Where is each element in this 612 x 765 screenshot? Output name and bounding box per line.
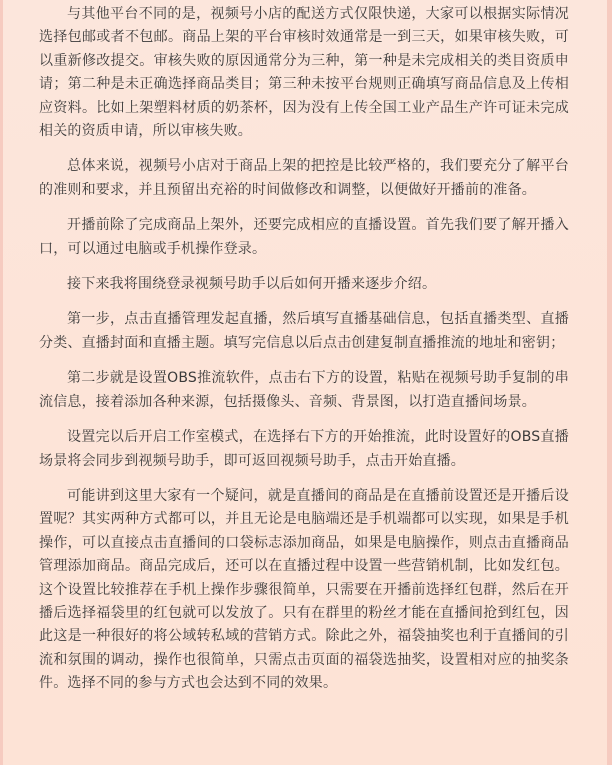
paragraph-summary: 总体来说，视频号小店对于商品上架的把控是比较严格的，我们要充分了解平台的准则和要求，并且预留出充裕的时间做修改和调整，以便做好开播前的准备。 [39,158,569,198]
paragraph-live-setup: 开播前除了完成商品上架外，还要完成相应的直播设置。首先我们要了解开播入口，可以通过电脑或手机操作登录。 [39,217,569,257]
paragraph-products-marketing: 可能讲到这里大家有一个疑问，就是直播间的商品是在直播前设置还是开播后设置呢？其实两种方式都可以，并且无论是电脑端还是手机端都可以实现，如果是手机操作，可以直接点击直播间的口袋标志添加商品，如果是电脑操作，则点击直播商品管理添加商品。商品完成后，还可以在直播过程中设置一些营销机制，比如发红包。这个设置比较推荐在手机上操作步骤很简单，只需要在开播前选择红包群，然后在开播后选择福袋里的红包就可以发放了。只有在群里的粉丝才能在直播间抢到红包，因此这是一种很好的将公域转私域的营销方式。除此之外，福袋抽奖也利于直播间的引流和氛围的调动，操作也很简单，只需点击页面的福袋选抽奖，设置相对应的抽奖条件。选择不同的参与方式也会达到不同的效果。 [39,487,569,692]
article-body [3,0,607,696]
paragraph-step-two: 第二步就是设置OBS推流软件，点击右下方的设置，粘贴在视频号助手复制的串流信息，接着添加各种来源，包括摄像头、音频、背景图，以打造直播间场景。 [39,370,569,410]
paragraph-start-stream: 设置完以后开启工作室模式，在选择右下方的开始推流，此时设置好的OBS直播场景将会同步到视频号助手，即可返回视频号助手，点击开始直播。 [39,429,569,469]
paragraph-step-one: 第一步，点击直播管理发起直播，然后填写直播基础信息，包括直播类型、直播分类、直播封面和直播主题。填写完信息以后点击创建复制直播推流的地址和密钥； [39,311,569,351]
paragraph-shipping-review: 与其他平台不同的是，视频号小店的配送方式仅限快递，大家可以根据实际情况选择包邮或者不包邮。商品上架的平台审核时效通常是一到三天，如果审核失败，可以重新修改提交。审核失败的原因通常分为三种，第一种是未完成相关的类目资质申请；第二种是未正确选择商品类目；第三种未按平台规则正确填写商品信息及上传相应资料。比如上架塑料材质的奶茶杯，因为没有上传全国工业产品生产许可证未完成相关的资质申请，所以审核失败。 [39,6,569,140]
paragraph-intro-steps: 接下来我将围绕登录视频号助手以后如何开播来逐步介绍。 [67,276,437,293]
